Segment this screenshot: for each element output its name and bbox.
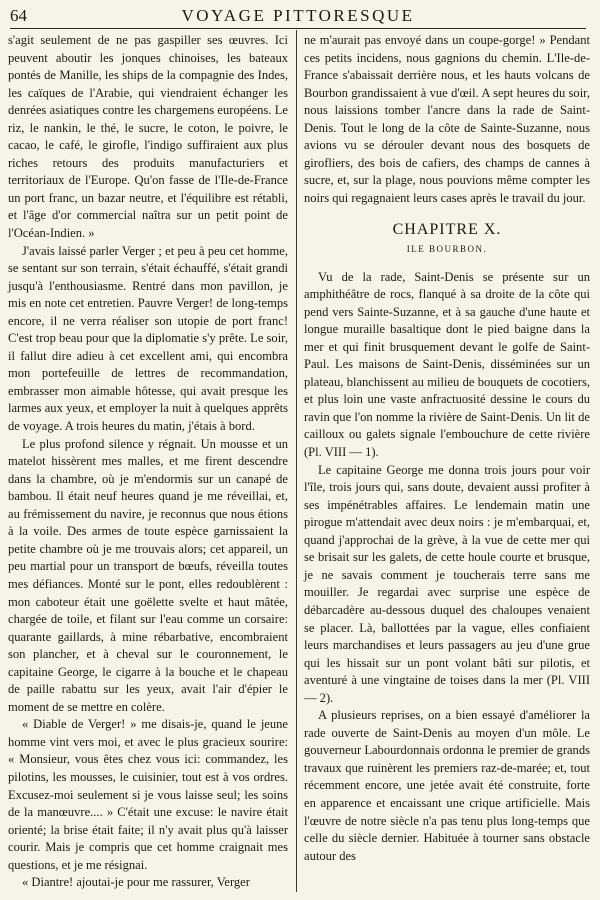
chapter-title: CHAPITRE X. bbox=[392, 221, 502, 239]
left-paragraph-5: « Diantre! ajoutai-je pour me rassurer, Verger bbox=[22, 875, 250, 890]
right-paragraph-4: A plusieurs reprises, on a bien essayé d'améliorer la rade ouverte de Saint-Denis au moyen d'un môle. Le gouverneur Labourdonnais ordonna le premier de grands travaux que ruinèrent les premiers raz-de-marée; et, tout récemment encore, une jetée avait été construite, forte en apparence et encaissant une crique artificielle. Mais l'œuvre de notre siècle n'a pas tenu plus long-temps que celle du siècle dernier. Habituée à tourner sans obstacle autour des bbox=[304, 708, 590, 863]
column-divider bbox=[296, 30, 297, 892]
chapter-subtitle: ILE BOURBON. bbox=[406, 244, 488, 255]
running-title: VOYAGE PITTORESQUE bbox=[181, 6, 415, 25]
left-paragraph-2: J'avais laissé parler Verger ; et peu à peu cet homme, se sentant sur son terrain, s'était échauffé, s'était grandi jusqu'à l'enthousiasme. Rentré dans mon pavillon, je mis en note cet entretien. Pauvre Verger! de long-temps encore, il ne verra réaliser son utopie de port franc! C'est trop beau pour que la diplomatie s'y prête. Le soir, il fallut dire adieu à cet excellent ami, qui encombra mon portefeuille de lettres de recommandation, embrasser mon aimable hôtesse, qui avait presque les larmes aux yeux, et employer la nuit à quelques apprêts de voyage. A trois heures du matin, j'étais à bord. bbox=[8, 243, 288, 434]
right-paragraph-3: Le capitaine George me donna trois jours pour voir l'île, trois jours qui, sans doute, devaient aussi profiter à ses impénétrables affaires. Le lendemain matin une pirogue m'attendait avec deux noirs : je m'embarquai, et, quand j'approchai de la grève, à la vue de cette mer qui se brisait sur les galets, de cette houle courte et brusque, je ne savais comment je toucherais terre sans me mouiller. Je regardai avec surprise une espèce de débarcadère au-dessous duquel des chaloupes venaient se placer. Là, ballottées par la vague, elles confiaient leurs marchandises et leurs passagers au jeu d'une grue qui les hissait sur un pont volant bâti sur pilotis, et aventuré à une vingtaine de toises dans la mer (Pl. VIII — 2). bbox=[304, 462, 590, 705]
right-column bbox=[304, 32, 590, 865]
left-paragraph-3: Le plus profond silence y régnait. Un mousse et un matelot hissèrent mes malles, et me firent descendre dans la chambre, où je m'endormis sur un canapé de bambou. Il était neuf heures quand je me réveillai, et, au frémissement du navire, je reconnus que nous étions à la voile. Des armes de toute espèce garnissaient la petite chambre où je me trouvais alors; cet appareil, un peu martial pour un transport de bœufs, réveilla toutes mes défiances. Monté sur le pont, elles redoublèrent : mon caboteur était une goëlette svelte et haut mâtée, chargée de toile, et filant sur l'eau comme un corsaire: quarante gaillards, à mine rébarbative, encombraient son plancher, et à cheval sur le couronnement, le capitaine George, le cigarre à la bouche et le chapeau de paille rabattu sur les yeux, avait l'air d'épier le moment de se mettre en colère. bbox=[8, 436, 288, 714]
left-paragraph-1: s'agit seulement de ne pas gaspiller ses œuvres. Ici peuvent aboutir les jonques chinoises, les bateaux pontés de Manille, les ships de la compagnie des Indes, les caïques de l'Arabie, qui viendraient échanger les denrées asiatiques contre les chargemens européens. Le riz, le nankin, le thé, le sucre, le coton, le poivre, le cacao, le café, le girofle, l'indigo suffiraient aux plus riches retours des produits manufacturiers et territoriaux de l'Europe. Qu'on fasse de l'Ile-de-France un port franc, un bazar neutre, et l'équilibre est rétabli, et l'âge d'or commercial naîtra sur un petit point de l'Océan-Indien. » bbox=[8, 33, 288, 241]
header-rule bbox=[10, 28, 586, 29]
left-paragraph-4: « Diable de Verger! » me disais-je, quand le jeune homme vint vers moi, et avec le plus gracieux sourire: « Monsieur, vous êtes chez vous ici: commandez, les pilotins, les mousses, le cuisinier, tout est à vos ordres. Excusez-moi seulement si je vous laisse seul; les soins de la manœuvre.... » C'était une excuse: le navire était orienté; la brise était faite; il n'y avait plus qu'à laisser courir. Mais je compris que cet homme craignait mes questions, et je me résignai. bbox=[8, 717, 288, 872]
running-header bbox=[10, 6, 586, 28]
left-column bbox=[8, 32, 288, 892]
page-number: 64 bbox=[10, 6, 27, 25]
right-paragraph-2: Vu de la rade, Saint-Denis se présente sur un amphithéâtre de rocs, flanqué à sa droite de la côte qui pend vers Sainte-Suzanne, et à sa gauche d'une haute et longue muraille basaltique dont le pied baigne dans la mer et qui finit brusquement devant le golfe de Saint-Paul. Les maisons de Saint-Denis, disséminées sur un plateau, blanchissent au milieu de bouquets de cocotiers, et plus loin une vaste anfractuosité dessine le cours du ravin que l'on nomme la rivière de Saint-Denis. Un lit de cailloux ou galets signale l'embouchure de cette rivière (Pl. VIII — 1). bbox=[304, 269, 590, 460]
right-paragraph-1: ne m'aurait pas envoyé dans un coupe-gorge! » Pendant ces petits incidens, nous gagnions du chemin. L'Ile-de-France s'abaissait derrière nous, et les hauts volcans de Bourbon grandissaient à vue d'œil. A sept heures du soir, nous laissions tomber l'ancre dans la rade de Saint-Denis. Tout le long de la côte de Sainte-Suzanne, nous avions vu se dérouler devant nous des bosquets de girofliers, des bois de cafiers, des champs de cannes à sucre, et, sur la plage, nous pouvions même compter les noirs qui regagnaient leurs cases après le travail du jour. bbox=[304, 33, 590, 205]
